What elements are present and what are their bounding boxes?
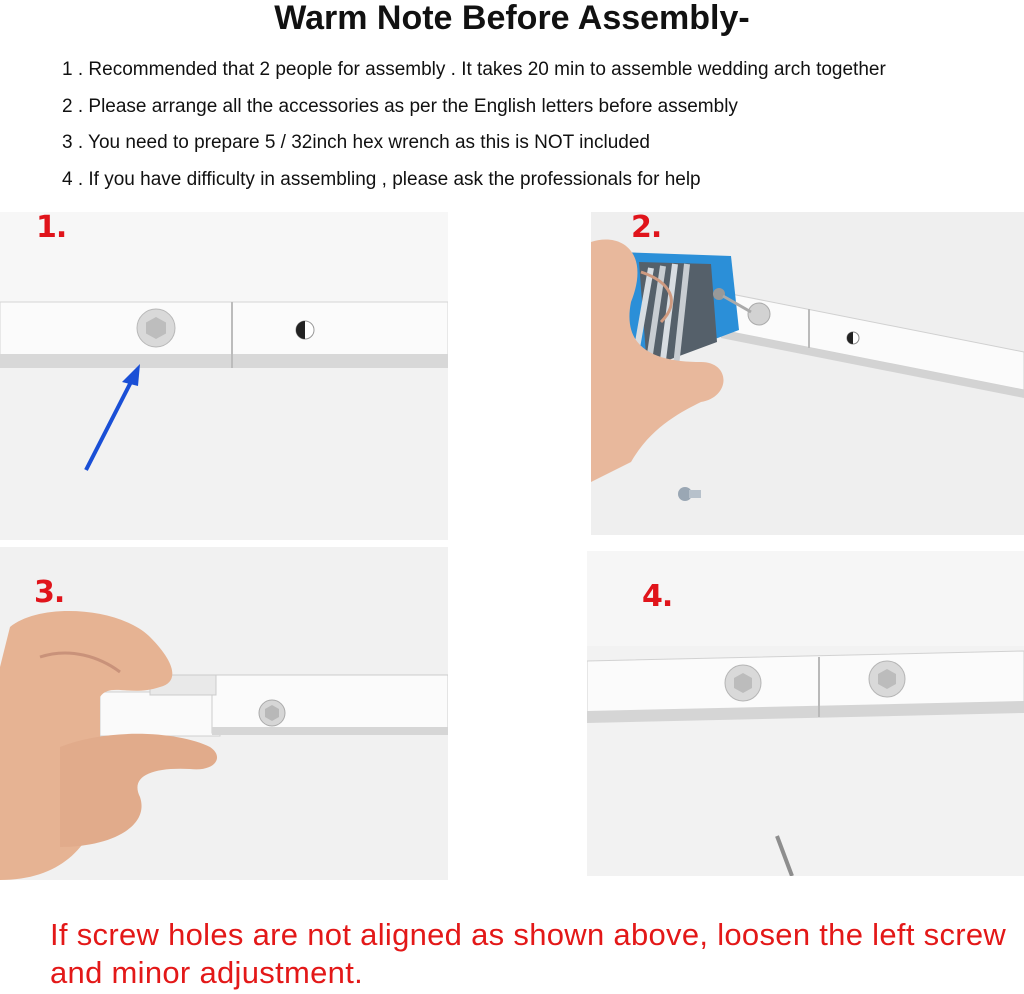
step-2-number: 2. [631,212,662,245]
note-item: 3 . You need to prepare 5 / 32inch hex wrench as this is NOT included [62,132,650,153]
note-item: 2 . Please arrange all the accessories as per the English letters before assembly [62,95,738,117]
step-1-number: 1. [36,212,67,245]
step-4-photo [587,551,1024,876]
step-1-illustration [0,212,448,540]
step-4-number: 4. [642,579,673,614]
note-item: 4 . If you have difficulty in assembling , please ask the professionals for help [62,168,701,190]
step-2-illustration [591,212,1024,535]
alignment-warning: If screw holes are not aligned as shown above, loosen the left screw and minor adjustment. [50,917,1007,990]
step-1-photo [0,212,448,540]
step-3-number: 3. [34,575,65,610]
step-2-photo [591,212,1024,535]
assembly-notes-list [62,52,886,198]
note-item: 1 . Recommended that 2 people for assembly . It takes 20 min to assemble wedding arch together [62,59,886,80]
page-title: Warm Note Before Assembly- [274,0,750,37]
step-3-illustration [0,547,448,880]
step-3-photo [0,547,448,880]
